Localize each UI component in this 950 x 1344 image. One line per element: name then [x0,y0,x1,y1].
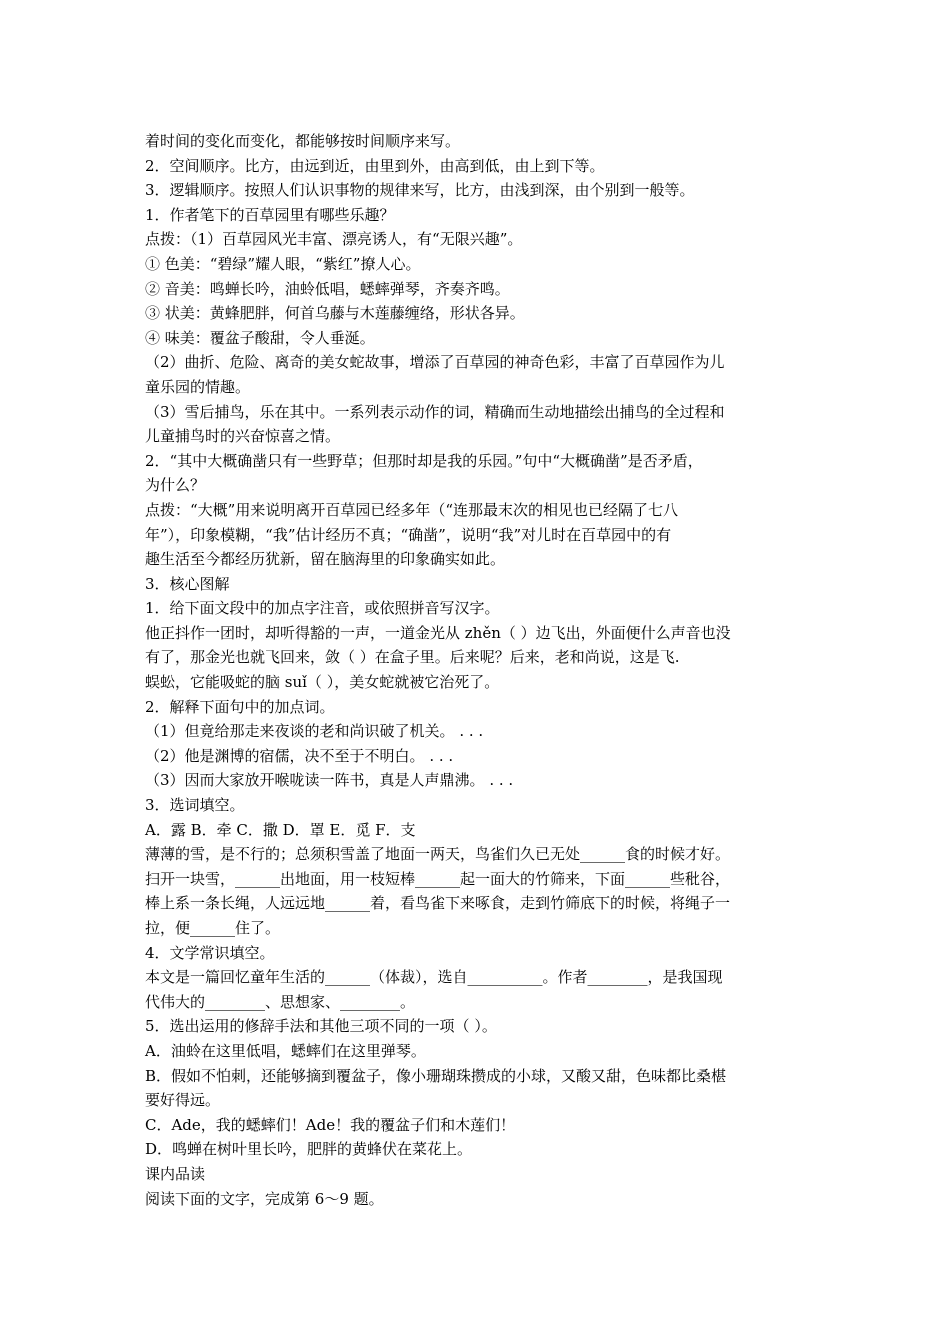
text-line: 棒上系一条长绳，人远远地______着，看鸟雀下来啄食，走到竹筛底下的时候，将绳子一 [145,894,731,913]
option-line: B．假如不怕刺，还能够摘到覆盆子，像小珊瑚珠攒成的小球，又酸又甜，色味都比桑椹 [145,1066,727,1085]
question-heading: 3．选词填空。 [145,796,245,815]
text-line: 要好得远。 [145,1091,221,1110]
question-heading: 5．选出运用的修辞手法和其他三项不同的一项（ ）。 [145,1017,497,1036]
text-line: 2．空间顺序。比方，由远到近，由里到外，由高到低，由上到下等。 [145,156,605,175]
text-line: （2）曲折、危险、离奇的美女蛇故事，增添了百草园的神奇色彩，丰富了百草园作为儿 [145,353,725,372]
text-line: 拉，便______住了。 [145,919,281,937]
option-line: D．鸣蝉在树叶里长吟，肥胖的黄蜂伏在菜花上。 [145,1140,473,1159]
text-line: 趣生活至今都经历犹新，留在脑海里的印象确实如此。 [145,550,506,569]
question-heading: 4．文学常识填空。 [145,943,275,962]
text-line: 薄薄的雪，是不行的；总须积雪盖了地面一两天，鸟雀们久已无处______食的时候才好。 [145,845,731,864]
text-line: 本文是一篇回忆童年生活的______（体裁），选自__________。作者________，是我国现 [145,968,723,987]
option-line: A．露 B．牵 C．撒 D．罩 E．觅 F．支 [145,820,416,839]
text-line: （2）他是渊博的宿儒，决不至于不明白。 . . . [145,746,454,765]
section-heading: 3．核心图解 [145,574,230,593]
text-line: ④ 味美：覆盆子酸甜，令人垂涎。 [145,328,375,347]
text-line: 蜈蚣，它能吸蛇的脑 suǐ（ ），美女蛇就被它治死了。 [145,673,500,692]
text-line: 代伟大的________、思想家、________。 [145,992,416,1011]
question-heading: 2．解释下面句中的加点词。 [145,697,335,716]
text-line: 扫开一块雪，______出地面，用一枝短棒______起一面大的竹筛来，下面______些秕谷， [145,869,731,888]
text-line: 3．逻辑顺序。按照人们认识事物的规律来写，比方，由浅到深，由个别到一般等。 [145,181,695,200]
text-line: 年”），印象模糊，“我”估计经历不真；“确凿”，说明“我”对儿时在百草园中的有 [145,525,672,544]
question-heading: 2．“其中大概确凿只有一些野草；但那时却是我的乐园。”句中“大概确凿”是否矛盾， [145,451,703,470]
text-line: （3）雪后捕鸟，乐在其中。一系列表示动作的词，精确而生动地描绘出捕鸟的全过程和 [145,402,725,421]
text-line: 着时间的变化而变化，都能够按时间顺序来写。 [145,132,461,150]
document-page [145,129,810,1211]
text-line: 童乐园的情趣。 [145,377,251,396]
section-heading: 课内品读 [145,1164,206,1183]
text-line: 点拨：“大概”用来说明离开百草园已经多年（“连那最末次的相见也已经隔了七八 [145,500,679,519]
question-heading: 1．作者笔下的百草园里有哪些乐趣？ [145,205,395,224]
text-line: ③ 状美：黄蜂肥胖，何首乌藤与木莲藤缠络，形状各异。 [145,304,525,323]
question-heading: 1．给下面文段中的加点字注音，或依照拼音写汉字。 [145,599,500,618]
text-line: （3）因而大家放开喉咙读一阵书，真是人声鼎沸。 . . . [145,771,514,790]
text-line: 儿童捕鸟时的兴奋惊喜之情。 [145,427,341,446]
text-line: 点拨：（1）百草园风光丰富、漂亮诱人，有“无限兴趣”。 [145,230,523,249]
text-line: 他正抖作一团时，却听得豁的一声，一道金光从 zhěn（ ）边飞出，外面便什么声音也没 [145,623,731,642]
text-line: 有了，那金光也就飞回来，敛（ ）在盒子里。后来呢？后来，老和尚说，这是飞. [145,648,680,667]
option-line: C．Ade，我的蟋蟀们！Ade！我的覆盆子们和木莲们！ [145,1115,516,1134]
text-line: ① 色美：“碧绿”耀人眼，“紫红”撩人心。 [145,254,421,273]
text-line: ② 音美：鸣蝉长吟，油蛉低唱，蟋蟀弹琴，齐奏齐鸣。 [145,279,510,298]
text-line: （1）但竟给那走来夜谈的老和尚识破了机关。 . . . [145,722,484,741]
option-line: A．油蛉在这里低唱，蟋蟀们在这里弹琴。 [145,1041,426,1060]
text-line: 为什么？ [145,476,206,495]
text-line: 阅读下面的文字，完成第 6～9 题。 [145,1189,384,1208]
